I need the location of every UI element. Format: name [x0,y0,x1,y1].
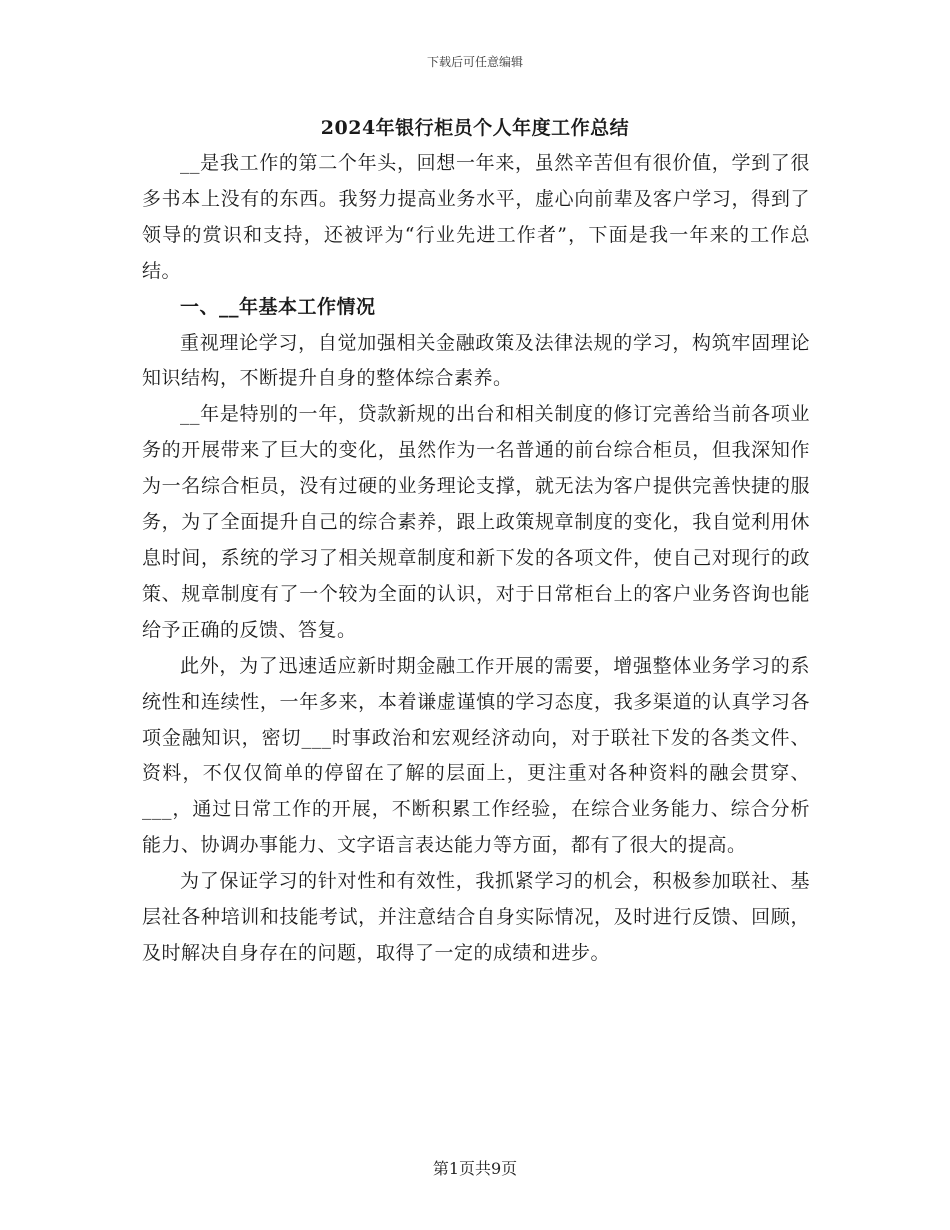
body-paragraph-theory: 重视理论学习，自觉加强相关金融政策及法律法规的学习，构筑牢固理论知识结构，不断提升自身的整体综合素养。 [142,331,810,390]
document-title: 2024年银行柜员个人年度工作总结 [320,117,630,139]
document-body [142,146,810,972]
body-paragraph-new-rules: __年是特别的一年，贷款新规的出台和相关制度的修订完善给当前各项业务的开展带来了巨大的变化，虽然作为一名普通的前台综合柜员，但我深知作为一名综合柜员，没有过硬的业务理论支撑，就无法为客户提供完善快捷的服务，为了全面提升自己的综合素养，跟上政策规章制度的变化，我自觉利用休息时间，系统的学习了相关规章制度和新下发的各项文件，使自己对现行的政策、规章制度有了一个较为全面的认识，对于日常柜台上的客户业务咨询也能给予正确的反馈、答复。 [142,403,810,641]
intro-paragraph: __是我工作的第二个年头，回想一年来，虽然辛苦但有很价值，学到了很多书本上没有的东西。我努力提高业务水平，虚心向前辈及客户学习，得到了领导的赏识和支持，还被评为“行业先进工作者”，下面是我一年来的工作总结。 [142,152,810,282]
section-heading-1: 一、__年基本工作情况 [180,295,376,318]
page-number: 第1页共9页 [432,1159,518,1178]
page-header-note: 下载后可任意编辑 [426,55,523,69]
body-paragraph-learning: 此外，为了迅速适应新时期金融工作开展的需要，增强整体业务学习的系统性和连续性，一年多来，本着谦虚谨慎的学习态度，我多渠道的认真学习各项金融知识，密切___时事政治和宏观经济动向，对于联社下发的各类文件、资料，不仅仅简单的停留在了解的层面上，更注重对各种资料的融会贯穿、___，通过日常工作的开展，不断积累工作经验，在综合业务能力、综合分析能力、协调办事能力、文字语言表达能力等方面，都有了很大的提高。 [142,654,810,857]
body-paragraph-training: 为了保证学习的针对性和有效性，我抓紧学习的机会，积极参加联社、基层社各种培训和技能考试，并注意结合自身实际情况，及时进行反馈、回顾，及时解决自身存在的问题，取得了一定的成绩和进步。 [142,870,810,964]
